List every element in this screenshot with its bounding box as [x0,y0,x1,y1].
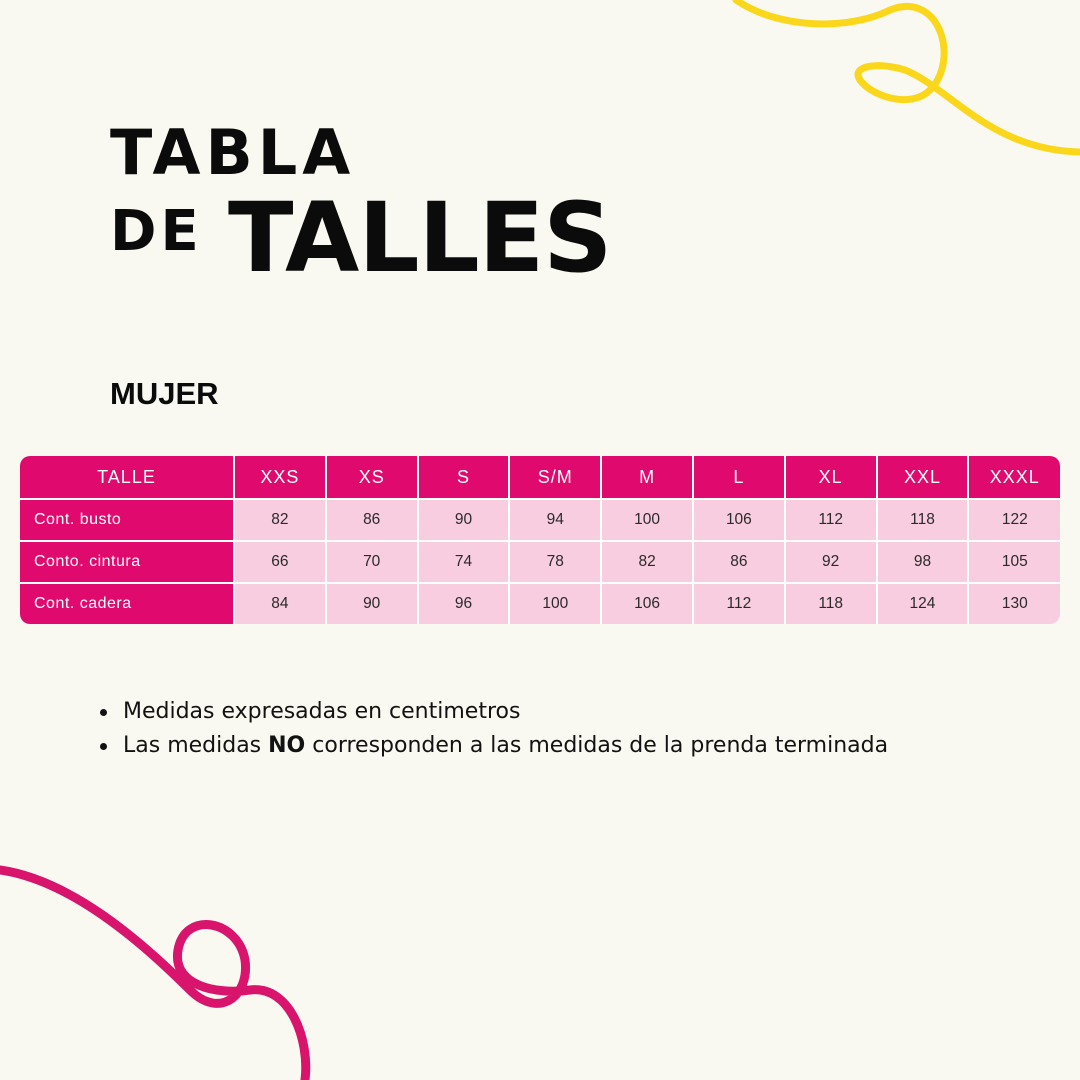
table-cell: 66 [234,541,326,583]
table-cell: 118 [785,583,877,624]
table-cell: 94 [509,499,601,541]
page-title-tabla: TABLA [110,116,356,189]
table-header-size: S/M [509,456,601,499]
note-text: Medidas expresadas en centimetros [123,699,521,724]
page-title-de: DE [110,199,203,264]
table-cell: 106 [601,583,693,624]
note-text-prefix: Las medidas [123,733,269,758]
table-header-corner: TALLE [20,456,234,499]
table-cell: 74 [418,541,510,583]
table-cell: 112 [785,499,877,541]
table-header-size: L [693,456,785,499]
table-cell: 130 [968,583,1060,624]
table-row [20,499,1060,541]
table-header-size: XS [326,456,418,499]
yellow-squiggle [736,0,1080,152]
table-row [20,583,1060,624]
table-header-size: XL [785,456,877,499]
section-heading: MUJER [110,376,219,411]
table-cell: 100 [509,583,601,624]
page-title-talles: TALLES [228,182,612,294]
pink-squiggle [0,870,306,1080]
table-cell: 118 [877,499,969,541]
table-header-row [20,456,1060,499]
table-cell: 86 [326,499,418,541]
table-cell: 90 [418,499,510,541]
table-cell: 92 [785,541,877,583]
table-cell: 112 [693,583,785,624]
size-table [20,456,1060,624]
bullet-icon [100,709,107,716]
table-header-size: M [601,456,693,499]
table-header-size: XXL [877,456,969,499]
table-cell: 78 [509,541,601,583]
note-emphasis: NO [268,733,306,758]
table-cell: 106 [693,499,785,541]
notes-list [100,695,888,763]
table-cell: 90 [326,583,418,624]
list-item [100,695,888,729]
table-header-size: XXXL [968,456,1060,499]
table-cell: 124 [877,583,969,624]
row-label: Conto. cintura [20,541,234,583]
table-cell: 96 [418,583,510,624]
table-cell: 84 [234,583,326,624]
list-item [100,729,888,763]
table-header-size: S [418,456,510,499]
table-cell: 70 [326,541,418,583]
size-table-container [20,456,1060,624]
row-label: Cont. cadera [20,583,234,624]
table-header-size: XXS [234,456,326,499]
table-cell: 105 [968,541,1060,583]
table-cell: 86 [693,541,785,583]
table-cell: 100 [601,499,693,541]
table-cell: 98 [877,541,969,583]
bullet-icon [100,743,107,750]
table-cell: 82 [234,499,326,541]
table-cell: 122 [968,499,1060,541]
row-label: Cont. busto [20,499,234,541]
table-cell: 82 [601,541,693,583]
table-row [20,541,1060,583]
note-text-suffix: corresponden a las medidas de la prenda terminada [305,733,889,758]
